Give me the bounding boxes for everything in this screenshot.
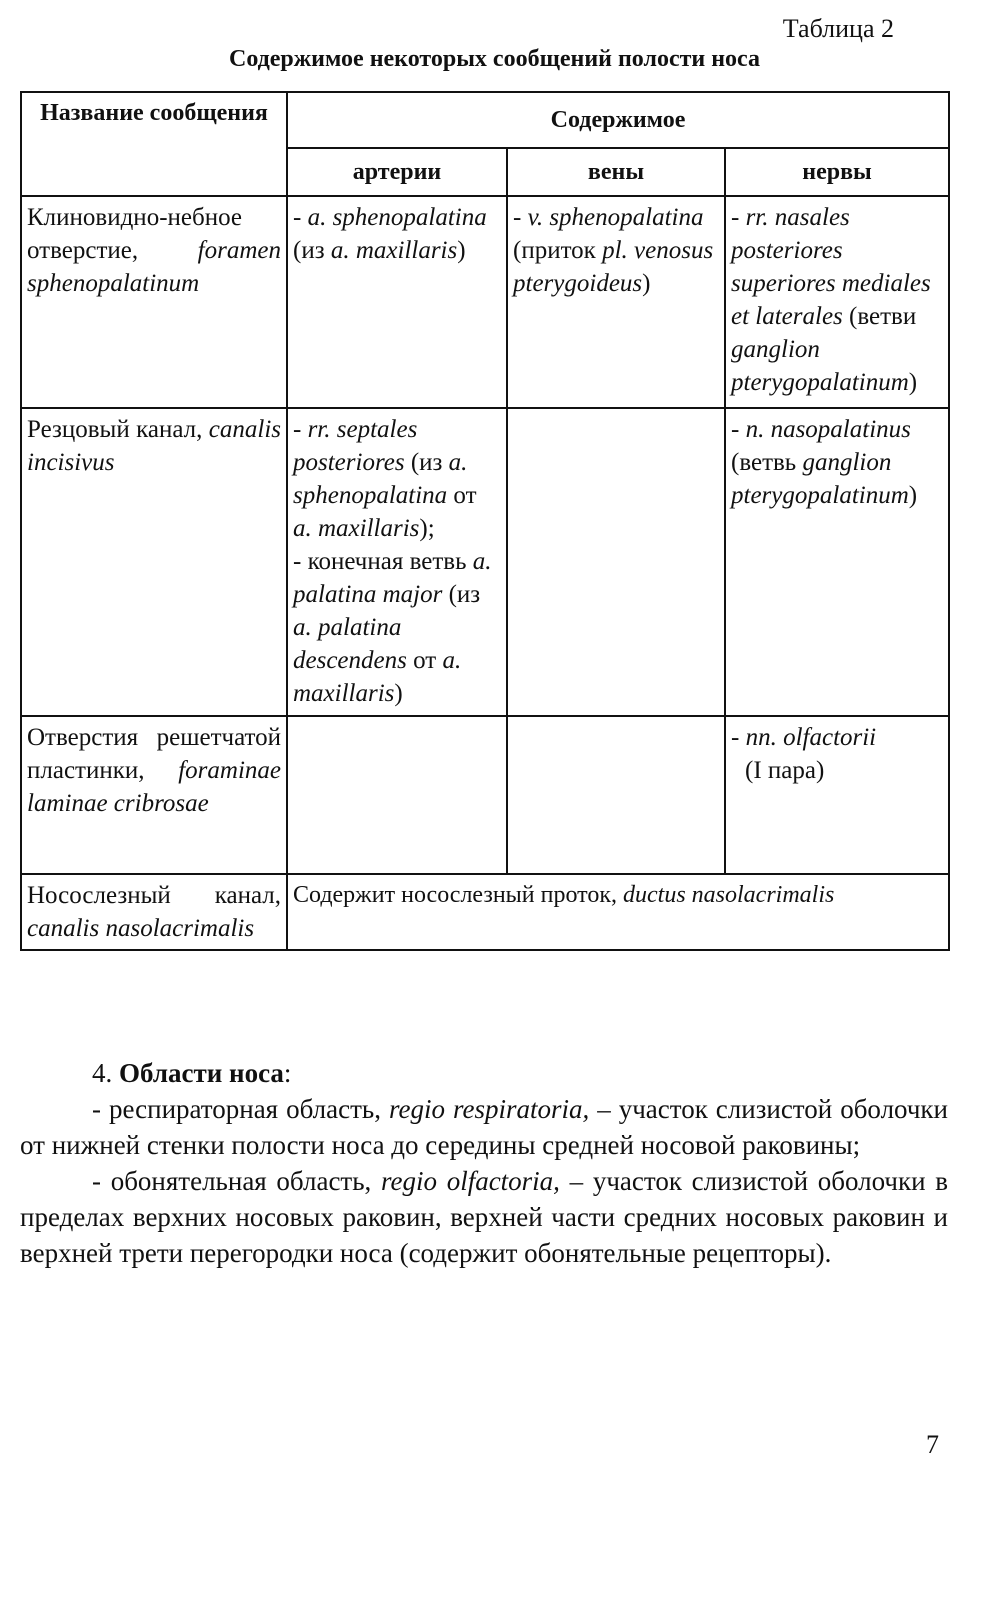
paragraph bbox=[20, 1091, 948, 1163]
latin-term: pl. venosus pterygoideus bbox=[513, 237, 714, 297]
text-part: ) bbox=[642, 270, 651, 297]
name-russian: Резцовый канал, bbox=[27, 416, 203, 443]
communications-table bbox=[20, 91, 950, 951]
text-part: ) bbox=[908, 482, 918, 509]
text-part: ) bbox=[457, 237, 466, 264]
text-part: (из bbox=[404, 449, 449, 476]
text-part: - bbox=[731, 416, 746, 443]
row-name-cell bbox=[21, 716, 287, 874]
name-latin: foraminae laminae cribrosae bbox=[27, 757, 281, 817]
text-part: : bbox=[283, 1058, 292, 1088]
text-part: (приток bbox=[513, 237, 603, 264]
content-cell bbox=[287, 874, 949, 950]
text-part: от bbox=[406, 647, 443, 674]
arteries-cell bbox=[287, 408, 507, 716]
nerves-column-header: нервы bbox=[725, 148, 949, 196]
section-title: Области носа bbox=[119, 1058, 284, 1088]
latin-term: regio respiratoria, bbox=[388, 1094, 590, 1124]
veins-cell bbox=[507, 408, 725, 716]
nerves-cell bbox=[725, 716, 949, 874]
text-part: - bbox=[293, 204, 308, 231]
text-part: (из bbox=[442, 581, 481, 608]
arteries-cell bbox=[287, 196, 507, 408]
table-row bbox=[21, 408, 949, 716]
latin-term: a. maxillaris bbox=[330, 237, 458, 264]
latin-term: regio olfactoria, bbox=[381, 1166, 560, 1196]
content-column-header: Содержимое bbox=[287, 92, 949, 148]
table-title: Содержимое некоторых сообщений полости носа bbox=[229, 46, 760, 72]
latin-term: a. sphenopalatina bbox=[307, 204, 487, 231]
latin-term: ganglion pterygopalatinum bbox=[731, 449, 909, 509]
latin-term: ductus nasolacrimalis bbox=[623, 882, 835, 908]
table-header-row bbox=[21, 92, 949, 148]
arteries-column-header: артерии bbox=[287, 148, 507, 196]
nerves-cell bbox=[725, 196, 949, 408]
latin-term: a. palatina major bbox=[293, 548, 492, 608]
table-number-label: Таблица 2 bbox=[782, 14, 894, 43]
page-number: 7 bbox=[926, 1430, 939, 1459]
latin-term: nn. olfactorii bbox=[745, 724, 877, 751]
text-part: ); bbox=[419, 515, 435, 542]
text-part: - bbox=[513, 204, 528, 231]
veins-column-header: вены bbox=[507, 148, 725, 196]
text-part: (I пара) bbox=[745, 757, 825, 784]
text-part: – участок слизистой оболочки в пределах верхних носовых раковин, верхней части средних носовых раковин и верхней трети перегородки носа (содержит обонятельные рецепторы). bbox=[20, 1166, 948, 1268]
nerves-cell bbox=[725, 408, 949, 716]
text-part: (ветвь bbox=[731, 449, 803, 476]
text-part: - конечная ветвь bbox=[293, 548, 473, 575]
latin-term: n. nasopalatinus bbox=[745, 416, 911, 443]
latin-term: rr. septales posteriores bbox=[293, 416, 418, 476]
latin-term: a. sphenopalatina bbox=[293, 449, 468, 509]
text-part: ) bbox=[908, 369, 918, 396]
latin-term: a. maxillaris bbox=[293, 647, 462, 707]
paragraph bbox=[20, 1163, 948, 1271]
latin-term: ganglion pterygopalatinum bbox=[731, 336, 909, 396]
latin-term: a. palatina descendens bbox=[293, 614, 407, 674]
latin-term: rr. nasales posteriores superiores mediales et laterales bbox=[731, 204, 931, 330]
text-part: - обонятельная область, bbox=[92, 1166, 381, 1196]
text-part: от bbox=[447, 482, 477, 509]
row-name-cell bbox=[21, 874, 287, 950]
table-row bbox=[21, 716, 949, 874]
table-row bbox=[21, 874, 949, 950]
name-russian: Отверстия решетчатой пластинки, bbox=[27, 724, 281, 784]
text-part: - bbox=[731, 724, 746, 751]
section-heading bbox=[20, 1055, 948, 1091]
text-part: Содержит носослезный проток, bbox=[293, 882, 624, 908]
arteries-cell bbox=[287, 716, 507, 874]
name-column-header: Название сообщения bbox=[21, 92, 287, 196]
text-part: - bbox=[293, 416, 308, 443]
name-russian: Клиновидно-небное отверстие, bbox=[27, 204, 242, 264]
row-name-cell bbox=[21, 408, 287, 716]
row-name-cell bbox=[21, 196, 287, 408]
latin-term: a. maxillaris bbox=[293, 515, 420, 542]
text-part: – участок слизистой оболочки от нижней стенки полости носа до середины средней носовой раковины; bbox=[20, 1094, 948, 1160]
name-latin: canalis nasolacrimalis bbox=[27, 915, 255, 942]
veins-cell bbox=[507, 716, 725, 874]
text-part: (из bbox=[293, 237, 331, 264]
text-part: - респираторная область, bbox=[92, 1094, 389, 1124]
latin-term: v. sphenopalatina bbox=[527, 204, 704, 231]
name-latin: foramen sphenopalatinum bbox=[27, 237, 281, 297]
name-latin: canalis incisivus bbox=[27, 416, 281, 476]
name-russian: Носослезный канал, bbox=[27, 882, 281, 909]
veins-cell bbox=[507, 196, 725, 408]
text-part: - bbox=[731, 204, 746, 231]
table-row bbox=[21, 196, 949, 408]
text-part: (ветви bbox=[842, 303, 917, 330]
section-number: 4. bbox=[92, 1058, 119, 1088]
nose-regions-section bbox=[20, 1055, 948, 1271]
text-part: ) bbox=[394, 680, 403, 707]
